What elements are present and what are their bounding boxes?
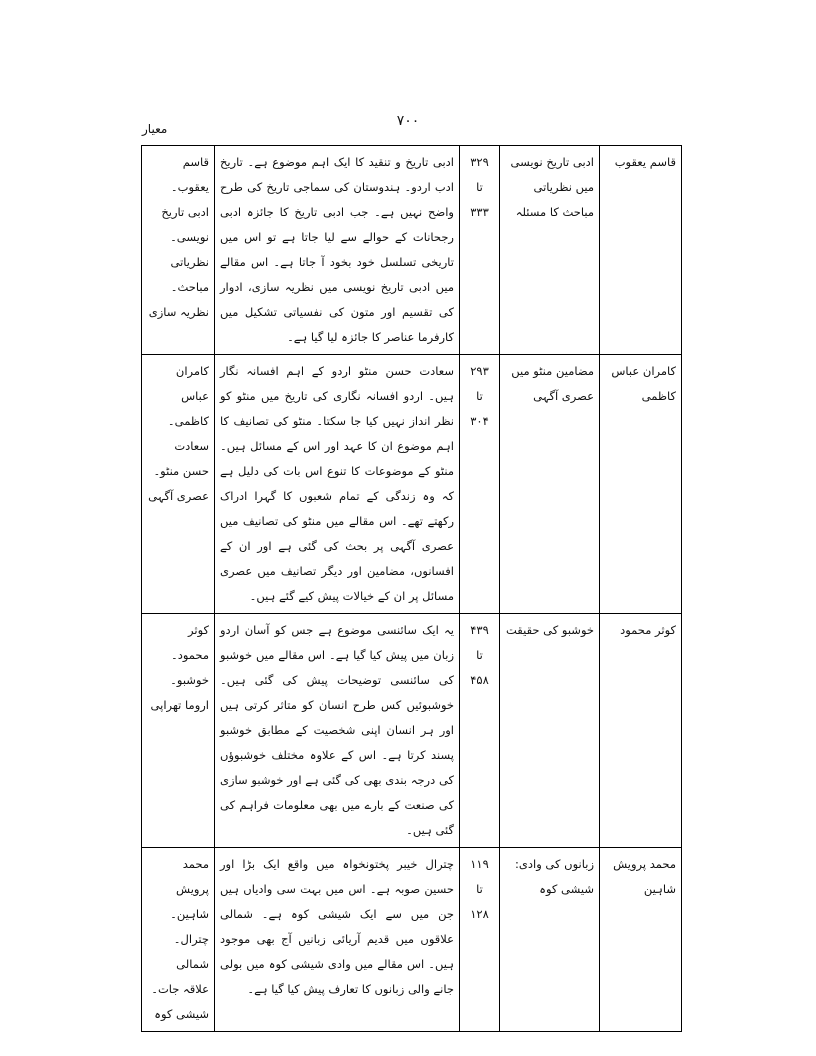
keyword: عصری آگہی <box>148 489 209 503</box>
keyword: ادبی تاریخ نویسی۔ <box>161 205 209 244</box>
keyword: کوثر محمود۔ <box>170 623 209 662</box>
keyword: محمد پرویش شاہین۔ <box>170 857 209 921</box>
table-row <box>142 614 682 848</box>
title-cell: مضامین منٹو میں عصری آگہی <box>500 355 600 614</box>
page-separator: تا <box>476 389 483 403</box>
keyword: شمالی علاقہ جات۔ <box>151 957 209 996</box>
pages-cell <box>460 146 500 355</box>
page-from: ۱۱۹ <box>470 857 489 871</box>
keywords-cell <box>142 848 215 1032</box>
keywords-cell <box>142 146 215 355</box>
author-cell: کامران عباس کاظمی <box>600 355 682 614</box>
table-row <box>142 146 682 355</box>
title-cell: خوشبو کی حقیقت <box>500 614 600 848</box>
page-to: ۴۵۸ <box>470 673 489 687</box>
title-cell: زبانوں کی وادی: شیشی کوہ <box>500 848 600 1032</box>
journal-name: معیار <box>142 122 168 136</box>
keyword: نظریاتی مباحث۔ <box>170 255 209 294</box>
table-row <box>142 355 682 614</box>
summary-cell: ادبی تاریخ و تنقید کا ایک اہم موضوع ہے۔ تاریخ ادب اردو۔ ہندوستان کی سماجی تاریخ کی طرح واضح نہیں ہے۔ جب ادبی تاریخ کا جائزہ ادبی رجحانات کے حوالے سے لیا جاتا ہے تو اس میں تاریخی تسلسل خود بخود آ جاتا ہے۔ اس مقالے میں ادبی تاریخ نویسی میں نظریہ سازی، ادوار کی تقسیم اور متون کی نفسیاتی تشکیل میں کارفرما عناصر کا جائزہ لیا گیا ہے۔ <box>215 146 460 355</box>
keyword: نظریہ سازی <box>148 305 209 319</box>
page-separator: تا <box>476 180 483 194</box>
keyword: شیشی کوہ <box>154 1007 209 1021</box>
keywords-cell <box>142 614 215 848</box>
page-separator: تا <box>476 882 483 896</box>
summary-cell: چترال خیبر پختونخواہ میں واقع ایک بڑا اور حسین صوبہ ہے۔ اس میں بہت سی وادیاں ہیں جن میں سے ایک شیشی کوہ ہے۔ شمالی علاقوں میں قدیم آریائی زبانیں آج بھی موجود ہیں۔ اس مقالے میں وادی شیشی کوہ میں بولی جانے والی زبانوں کا تعارف پیش کیا گیا ہے۔ <box>215 848 460 1032</box>
pages-cell <box>460 848 500 1032</box>
page-to: ۳۰۴ <box>470 414 489 428</box>
keywords-cell <box>142 355 215 614</box>
keyword: چترال۔ <box>173 932 209 946</box>
pages-cell <box>460 614 500 848</box>
page-separator: تا <box>476 648 483 662</box>
page-from: ۳۲۹ <box>470 155 489 169</box>
page-number: ۷۰۰ <box>396 113 420 129</box>
article-index-table <box>141 145 682 1032</box>
keyword: اروما تھراپی <box>150 698 209 712</box>
title-cell: ادبی تاریخ نویسی میں نظریاتی مباحث کا مسئلہ <box>500 146 600 355</box>
summary-cell: یہ ایک سائنسی موضوع ہے جس کو آسان اردو زبان میں پیش کیا گیا ہے۔ اس مقالے میں خوشبو کی سائنسی توضیحات پیش کی گئی ہیں۔ خوشبوئیں کس طرح انسان کو متاثر کرتی ہیں اور ہر انسان اپنی شخصیت کے مطابق خوشبو پسند کرتا ہے۔ اس کے علاوہ مختلف خوشبوؤں کی درجہ بندی بھی کی گئی ہے اور خوشبو سازی کی صنعت کے بارے میں بھی معلومات فراہم کی گئی ہیں۔ <box>215 614 460 848</box>
author-cell: محمد پرویش شاہین <box>600 848 682 1032</box>
author-cell: قاسم یعقوب <box>600 146 682 355</box>
table-row <box>142 848 682 1032</box>
keyword: قاسم یعقوب۔ <box>170 155 209 194</box>
summary-cell: سعادت حسن منٹو اردو کے اہم افسانہ نگار ہیں۔ اردو افسانہ نگاری کی تاریخ میں منٹو کو نظر انداز نہیں کیا جا سکتا۔ منٹو کی تصانیف کا اہم موضوع ان کا عہد اور اس کے مسائل ہیں۔ منٹو کے موضوعات کا تنوع اس بات کی دلیل ہے کہ وہ زندگی کے تمام شعبوں کا گہرا ادراک رکھتے تھے۔ اس مقالے میں منٹو کی تصانیف میں عصری آگہی پر بحث کی گئی ہے اور ان کے افسانوں، مضامین اور دیگر تصانیف میں عصری مسائل پر ان کے خیالات پیش کیے گئے ہیں۔ <box>215 355 460 614</box>
keyword: سعادت حسن منٹو۔ <box>153 439 209 478</box>
page-from: ۲۹۳ <box>470 364 489 378</box>
pages-cell <box>460 355 500 614</box>
keyword: کامران عباس کاظمی۔ <box>167 364 209 428</box>
page-to: ۱۲۸ <box>470 907 489 921</box>
keyword: خوشبو۔ <box>170 673 209 687</box>
page-to: ۳۳۳ <box>470 205 489 219</box>
page-from: ۴۳۹ <box>470 623 489 637</box>
author-cell: کوثر محمود <box>600 614 682 848</box>
